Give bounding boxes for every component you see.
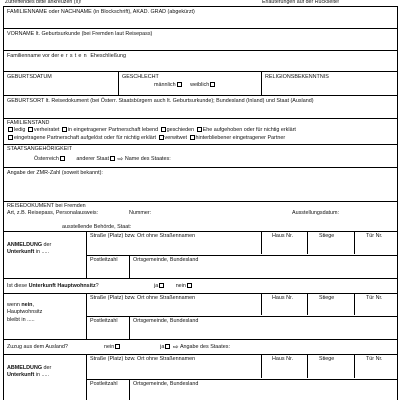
hws-plz-label: Postleitzahl xyxy=(90,318,118,324)
familienstand-line1: ledig verheiratet in eingetragener Partnerschaft lebend geschieden Ehe aufgehoben oder für nichtig erklärt xyxy=(7,127,296,133)
abmeldung-tuer-label: Tür Nr. xyxy=(366,356,383,362)
wenn-nein-title: wenn nein, Hauptwohnsitz bleibt in ..... xyxy=(7,302,43,323)
birth-sex-religion-row xyxy=(4,72,397,96)
zmr-label: Angabe der ZMR-Zahl (soweit bekannt): xyxy=(7,169,103,176)
anmeldung-title: ANMELDUNG der Unterkunft in ..... xyxy=(7,242,52,256)
explanation-note: Erläuterungen auf der Rückseite! xyxy=(262,0,340,5)
anmeldung-stiege-label: Stiege xyxy=(319,233,335,239)
sex-options: männlich weiblich xyxy=(154,82,216,88)
dokument-art-label: Art, z.B. Reisepass, Personalausweis: xyxy=(7,210,99,216)
reisedokument-label: REISEDOKUMENT bei Fremden xyxy=(7,203,86,209)
anmeldung-haus-label: Haus Nr. xyxy=(272,233,293,239)
abmeldung-plz-label: Postleitzahl xyxy=(90,381,118,387)
staatsangehoerigkeit-label: STAATSANGEHÖRIGKEIT xyxy=(7,146,73,152)
abmeldung-ort-label: Ortsgemeinde, Bundesland xyxy=(133,381,199,387)
geburtsort-label: GEBURTSORT lt. Reisedokument (bei Österr. Staatsbürgern auch lt. Geburtsurkunde); Bundesland (Inland) und Staat (Ausland) xyxy=(7,97,314,104)
partnerschaft-checkbox[interactable] xyxy=(62,127,67,132)
hws-stiege-label: Stiege xyxy=(319,295,335,301)
zuzug-nein-checkbox[interactable] xyxy=(115,344,120,349)
ausstellungsdatum-label: Ausstellungsdatum: xyxy=(292,210,340,216)
personal-data-section xyxy=(3,6,398,202)
verheiratet-checkbox[interactable] xyxy=(28,127,33,132)
hws-strasse-label: Straße (Platz) bzw. Ort ohne Straßennamen xyxy=(90,295,196,301)
verwitwet-checkbox[interactable] xyxy=(159,135,164,140)
geschieden-checkbox[interactable] xyxy=(161,127,166,132)
vorname-field[interactable] xyxy=(4,29,397,51)
anmeldung-ort-label: Ortsgemeinde, Bundesland xyxy=(133,257,199,263)
hws-tuer-label: Tür Nr. xyxy=(366,295,383,301)
anderer-staat-checkbox[interactable] xyxy=(110,156,115,161)
zuzug-ja-checkbox[interactable] xyxy=(165,344,170,349)
hws-haus-label: Haus Nr. xyxy=(272,295,293,301)
familienstand-row xyxy=(4,119,397,145)
familienname-label: FAMILIENNAME oder NACHNAME (in Blockschrift), AKAD. GRAD (abgekürzt) xyxy=(7,8,195,15)
hauptwohnsitz-options: ja nein xyxy=(154,283,193,289)
staat-options: Österreich anderer Staat ⇨ Name des Staates: xyxy=(34,156,171,163)
hws-ort-label: Ortsgemeinde, Bundesland xyxy=(133,318,199,324)
ehe-aufgehoben-checkbox[interactable] xyxy=(197,127,202,132)
hauptwohnsitz-nein-checkbox[interactable] xyxy=(187,283,192,288)
abmeldung-section xyxy=(3,354,398,400)
ehename-field[interactable] xyxy=(4,51,397,72)
dokument-nummer-label: Nummer: xyxy=(129,210,152,216)
abmeldung-haus-label: Haus Nr. xyxy=(272,356,293,362)
abmeldung-stiege-label: Stiege xyxy=(319,356,335,362)
maennlich-checkbox[interactable] xyxy=(177,82,182,87)
arrow-right-icon: ⇨ xyxy=(172,344,179,351)
ehename-label: Familienname vor der ersten Eheschließung xyxy=(7,52,126,59)
weiblich-checkbox[interactable] xyxy=(210,82,215,87)
hinterbliebener-partner-checkbox[interactable] xyxy=(190,135,195,140)
anmeldung-plz-label: Postleitzahl xyxy=(90,257,118,263)
oesterreich-checkbox[interactable] xyxy=(60,156,65,161)
zmr-field[interactable] xyxy=(4,168,397,182)
familienname-field[interactable] xyxy=(4,7,397,29)
geburtsort-field[interactable] xyxy=(4,96,397,119)
geschlecht-label: GESCHLECHT xyxy=(122,74,159,80)
familienstand-line2: eingetragene Partnerschaft aufgelöst oder für nichtig erklärt verwitwet hinterbliebener eingetragener Partner xyxy=(7,135,285,141)
abmeldung-title: ABMELDUNG der Unterkunft in ..... xyxy=(7,365,52,379)
familienstand-label: FAMILIENSTAND xyxy=(7,120,50,126)
reisedokument-section xyxy=(3,201,398,232)
partnerschaft-aufgeloest-checkbox[interactable] xyxy=(8,135,13,140)
zuzug-options: nein ja ⇨ Angabe des Staates: xyxy=(104,344,230,351)
ausstellende-behoerde-label: ausstellende Behörde, Staat: xyxy=(62,224,132,230)
ledig-checkbox[interactable] xyxy=(8,127,13,132)
arrow-right-icon: ⇨ xyxy=(117,156,124,163)
hauptwohnsitz-question xyxy=(3,278,398,294)
hauptwohnsitz-label: Ist diese Unterkunft Hauptwohnsitz? xyxy=(7,283,99,289)
staatsangehoerigkeit-row xyxy=(4,145,397,168)
anmeldung-strasse-label: Straße (Platz) bzw. Ort ohne Straßennamen xyxy=(90,233,196,239)
anmeldung-section xyxy=(3,231,398,279)
hauptwohnsitz-ja-checkbox[interactable] xyxy=(159,283,164,288)
geburtsdatum-label: GEBURTSDATUM xyxy=(7,74,52,80)
religion-label: RELIGIONSBEKENNTNIS xyxy=(265,74,329,80)
zuzug-question xyxy=(3,339,398,355)
instruction-note: Zutreffendes bitte ankreuzen (x)! xyxy=(5,0,82,5)
anmeldung-tuer-label: Tür Nr. xyxy=(366,233,383,239)
hauptwohnsitz-bleibt-section xyxy=(3,293,398,340)
vorname-label: VORNAME lt. Geburtsurkunde (bei Fremden laut Reisepass) xyxy=(7,30,153,37)
zuzug-label: Zuzug aus dem Ausland? xyxy=(7,344,68,350)
abmeldung-strasse-label: Straße (Platz) bzw. Ort ohne Straßennamen xyxy=(90,356,196,362)
